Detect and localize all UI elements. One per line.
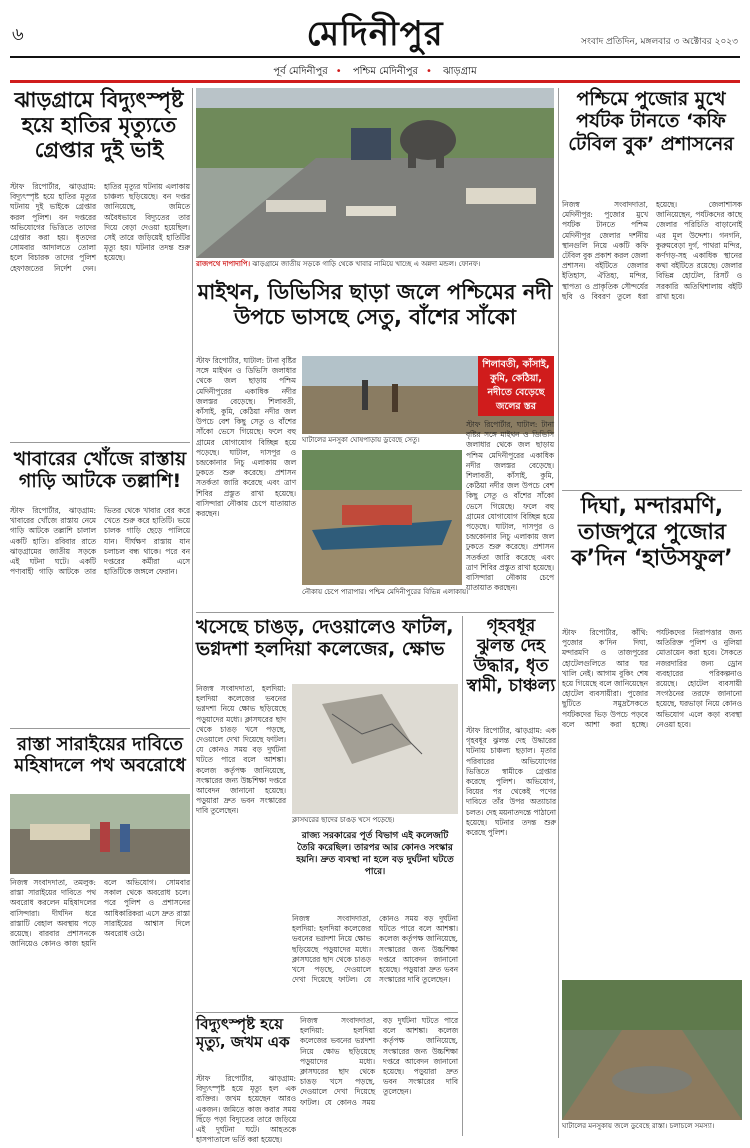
flood-rivers-box: শিলাবতী, কাঁসাই, কুমি, কেঠিয়া, নদীতে বেড়েছে জলের স্তর: [478, 356, 554, 416]
body-college-cont: নিজস্ব সংবাদদাতা, হলদিয়া: হলদিয়া কলেজের ভবনের ভগ্নদশা নিয়ে ক্ষোভ ছড়িয়েছে পড়ুয়াদের মধ্যে। ক্লাসঘরের ছাদ থেকে চাঙড় খসে পড়ছে, দেওয়ালে দেখা দিয়েছে ফাটল। যে কোনও সময় বড় দুর্ঘটনা ঘটতে পারে বলে আশঙ্কা। কলেজ কর্তৃপক্ষ জানিয়েছে, সংস্কারের জন্য উচ্চশিক্ষা দপ্তরে আবেদন জানানো হয়েছে। পড়ুয়ারা দ্রুত ভবন সংস্কারের দাবি তুলেছেন।: [292, 914, 458, 985]
headline-college: খসেছে চাঙড়, দেওয়ালেও ফাটল, ভগ্নদশা হলদিয়া কলেজের, ক্ষোভ: [196, 616, 454, 661]
body-truck: স্টাফ রিপোর্টার, ঝাড়গ্রাম: খাবারের খোঁজে রাস্তায় নেমে গাড়ি আটকে তল্লাশি চালাল একটি হাতি। রবিবার রাতে ঝাড়গ্রামের জাতীয় সড়কে এই ঘটনা ঘটে। একটি পণ্যবাহী গাড়ি আটকে তার ভিতর থেকে খাবার বের করে খেতে শুরু করে হাতিটি। ভয়ে চালক গাড়ি ছেড়ে পালিয়ে যান। দীর্ঘক্ষণ রাস্তায় যান চলাচল বন্ধ থাকে। পরে বন দপ্তরের কর্মীরা এসে হাতিটিকে জঙ্গলে ফেরান।: [10, 506, 190, 577]
divider: [558, 88, 559, 1138]
caption-flooded-road: ঘাটালের মনসুকায় জলে ডুবেছে রাস্তা। চলাচলে সমস্যা।: [562, 1122, 715, 1130]
pullquote-college: রাজ্য সরকারের পূর্ত বিভাগ এই কলেজটি তৈরি করেছিল। তারপর আর কোনও সংস্কার হয়নি। দ্রুত ব্যবস্থা না হলে বড় দুর্ঘটনা ঘটতে পারে।: [296, 831, 454, 877]
headline-electrocution: বিদ্যুৎস্পৃষ্ট হয়ে মৃত্যু, জখম এক: [196, 1015, 290, 1051]
section-paschim[interactable]: পশ্চিম মেদিনীপুর: [352, 66, 418, 77]
masthead-rule: [10, 56, 740, 58]
section-nav: পূর্ব মেদিনীপুর • পশ্চিম মেদিনীপুর • ঝাড়গ্রাম: [273, 66, 477, 77]
headline-housewife: গৃহবধূর ঝুলন্ত দেহ উদ্ধার, ধৃত স্বামী, চাঞ্চল্য: [466, 616, 556, 697]
caption-boat-crossing: নৌকায় চেপে পারাপার। পশ্চিম মেদিনীপুরের বিভিন্ন এলাকায়।: [302, 588, 469, 596]
headline-flood: মাইথন, ডিভিসির ছাড়া জলে পশ্চিমের নদী উপচে ভাসছে সেতু, বাঁশের সাঁকো: [197, 280, 553, 329]
body-flood: স্টাফ রিপোর্টার, ঘাটাল: টানা বৃষ্টির সঙ্গে মাইথন ও ডিভিসি জলাধার থেকে জল ছাড়ায় পশ্চিম মেদিনীপুরের একাধিক নদীর জলস্তর বেড়েছে। শিলাবতী, কাঁসাই, কুমি, কেঠিয়া নদীর জল উপচে বেশ কিছু সেতু ও বাঁশের সাঁকো ভেসে গিয়েছে। ফলে বহু গ্রামের যোগাযোগ বিচ্ছিন্ন হয়ে পড়েছে। ঘাটাল, দাসপুর ও চন্দ্রকোনার নিচু এলাকায় জল ঢুকতে শুরু করেছে। প্রশাসন সতর্কতা জারি করেছে এবং ত্রাণ শিবির প্রস্তুত রাখা হয়েছে। বাসিন্দারা নৌকায় চেপে যাতায়াত করছেন।: [196, 356, 296, 519]
body-tourism: নিজস্ব সংবাদদাতা, মেদিনীপুর: পুজোর মুখে পর্যটক টানতে পশ্চিম মেদিনীপুর জেলার দর্শনীয় স্থানগুলি নিয়ে একটি কফি টেবিল বুক প্রকাশ করল জেলা প্রশাসন। বইটিতে জেলার ইতিহাস, ঐতিহ্য, মন্দির, স্থাপত্য ও প্রাকৃতিক সৌন্দর্যের ছবি ও বিবরণ তুলে ধরা হয়েছে। জেলাশাসক জানিয়েছেন, পর্যটকদের কাছে জেলার পরিচিতি বাড়ানোই এর মূল উদ্দেশ্য। গনগনি, কুরুমবেড়া দুর্গ, পাথরা মন্দির, কর্ণগড়-সহ একাধিক স্থানের কথা বইটিতে রয়েছে। জেলার বিভিন্ন হোটেল, রিসর্ট ও সরকারি অতিথিশালায় বইটি রাখা হবে।: [562, 200, 742, 301]
body-housewife: স্টাফ রিপোর্টার, ঝাড়গ্রাম: এক গৃহবধূর ঝুলন্ত দেহ উদ্ধারের ঘটনায় চাঞ্চল্য ছড়াল। মৃতার পরিবারের অভিযোগের ভিত্তিতে স্বামীকে গ্রেপ্তার করেছে পুলিশ। অভিযোগ, বিয়ের পর থেকেই পণের দাবিতে তাঁর উপর অত্যাচার চলত। দেহ ময়নাতদন্তে পাঠানো হয়েছে। ঘটনার তদন্ত শুরু করেছে পুলিশ।: [466, 726, 556, 838]
photo-elephant-highway: [196, 88, 554, 258]
headline-digha: দিঘা, মন্দারমণি, তাজপুরে পুজোর ক’দিন ‘হাউসফুল’: [571, 494, 733, 571]
caption-college-ceiling: ক্লাসঘরের ছাদের চাঙড় খসে পড়েছে।: [292, 816, 395, 824]
body-digha: স্টাফ রিপোর্টার, কাঁথি: পুজোর ক’দিন দিঘা, মন্দারমণি ও তাজপুরের হোটেলগুলিতে আর ঘর খালি নেই। আগাম বুকিং শেষ হয়ে গিয়েছে বলে জানিয়েছেন হোটেল ব্যবসায়ীরা। পুজোর ছুটিতে সমুদ্রসৈকতে পর্যটকদের ভিড় উপচে পড়বে বলে আশা করা হচ্ছে। পর্যটকদের নিরাপত্তার জন্য অতিরিক্ত পুলিশ ও নুলিয়া মোতায়েন করা হবে। সৈকতে নজরদারির জন্য ড্রোন ব্যবহারের পরিকল্পনাও রয়েছে। হোটেল ব্যবসায়ী সংগঠনের তরফে জানানো হয়েছে, ঘরভাড়া নিয়ে কোনও অভিযোগ এলে কড়া ব্যবস্থা নেওয়া হবে।: [562, 628, 742, 729]
divider: [192, 88, 193, 1138]
headline-elephant: ঝাড়গ্রামে বিদ্যুৎস্পৃষ্ট হয়ে হাতির মৃত্যুতে গ্রেপ্তার দুই ভাই: [14, 88, 184, 162]
page-number: ৬: [12, 24, 24, 45]
headline-road: রাস্তা সারাইয়ের দাবিতে মহিষাদলে পথ অবরোধে: [14, 734, 186, 777]
photo-flooded-road: [562, 980, 742, 1120]
photo-college-ceiling: [292, 684, 458, 814]
caption-text: ঝাড়গ্রামে জাতীয় সড়কে গাড়ি থেকে খাবার নামিয়ে খাচ্ছে এ অন্নদা মন্ডল। ফোনফ।: [252, 260, 481, 268]
body-college-cont2: নিজস্ব সংবাদদাতা, হলদিয়া: হলদিয়া কলেজের ভবনের ভগ্নদশা নিয়ে ক্ষোভ ছড়িয়েছে পড়ুয়াদের মধ্যে। ক্লাসঘরের ছাদ থেকে চাঙড় খসে পড়ছে, দেওয়ালে দেখা দিয়েছে ফাটল। যে কোনও সময় বড় দুর্ঘটনা ঘটতে পারে বলে আশঙ্কা। কলেজ কর্তৃপক্ষ জানিয়েছে, সংস্কারের জন্য উচ্চশিক্ষা দপ্তরে আবেদন জানানো হয়েছে। পড়ুয়ারা দ্রুত ভবন সংস্কারের দাবি তুলেছেন।: [300, 1016, 458, 1107]
caption-tag: রাজপথে দাপাদাপি।: [196, 260, 251, 268]
divider: [562, 490, 742, 491]
headline-tourism: পশ্চিমে পুজোর মুখে পর্যটক টানতে ‘কফি টেবিল বুক’ প্রশাসনের: [568, 88, 734, 155]
body-electrocution: স্টাফ রিপোর্টার, ঝাড়গ্রাম: বিদ্যুৎস্পৃষ্ট হয়ে মৃত্যু হল এক ব্যক্তির। জখম হয়েছেন আরও একজন। জমিতে কাজ করার সময় ছিঁড়ে পড়া বিদ্যুতের তারে জড়িয়ে এই দুর্ঘটনা ঘটে। আহতকে হাসপাতালে ভর্তি করা হয়েছে।: [196, 1074, 296, 1145]
photo-boat-crossing: [302, 450, 462, 585]
caption-flooded-bridge: ঘাটালের মনসুকা ঘোষপাড়ায় ডুবেছে সেতু।: [302, 436, 420, 444]
headline-truck: খাবারের খোঁজে রাস্তায় গাড়ি আটকে তল্লাশি!: [13, 448, 187, 493]
section-purba[interactable]: পূর্ব মেদিনীপুর: [273, 66, 328, 77]
masthead-title: মেদিনীপুর: [306, 14, 444, 54]
dateline: সংবাদ প্রতিদিন, মঙ্গলবার ৩ অক্টোবর ২০২৩: [581, 37, 738, 47]
photo-road-blockade: [10, 794, 190, 874]
masthead-red-rule: [10, 80, 740, 83]
divider: [196, 1012, 458, 1013]
divider: [462, 616, 463, 1136]
body-college: নিজস্ব সংবাদদাতা, হলদিয়া: হলদিয়া কলেজের ভবনের ভগ্নদশা নিয়ে ক্ষোভ ছড়িয়েছে পড়ুয়াদের মধ্যে। ক্লাসঘরের ছাদ থেকে চাঙড় খসে পড়ছে, দেওয়ালে দেখা দিয়েছে ফাটল। যে কোনও সময় বড় দুর্ঘটনা ঘটতে পারে বলে আশঙ্কা। কলেজ কর্তৃপক্ষ জানিয়েছে, সংস্কারের জন্য উচ্চশিক্ষা দপ্তরে আবেদন জানানো হয়েছে। পড়ুয়ারা দ্রুত ভবন সংস্কারের দাবি তুলেছেন।: [196, 684, 286, 816]
body-elephant: স্টাফ রিপোর্টার, ঝাড়গ্রাম: বিদ্যুৎস্পৃষ্ট হয়ে হাতির মৃত্যুর ঘটনায় দুই ভাইকে গ্রেপ্তার করল পুলিশ। বন দপ্তরের অভিযোগের ভিত্তিতে তাদের গ্রেপ্তার করা হয়। ধৃতদের সোমবার আদালতে তোলা হলে বিচারক তাদের পুলিশ হেফাজতের নির্দেশ দেন। হাতির মৃত্যুর ঘটনায় এলাকায় চাঞ্চল্য ছড়িয়েছে। বন দপ্তর জানিয়েছে, জমিতে অবৈধভাবে বিদ্যুতের তার দিয়ে বেড়া দেওয়া হয়েছিল। সেই তারে জড়িয়েই হাতিটির মৃত্যু হয়। ঘটনার তদন্ত শুরু হয়েছে।: [10, 182, 190, 273]
caption-elephant-highway: [196, 260, 554, 272]
divider: [10, 728, 190, 729]
divider: [10, 442, 190, 443]
divider: [196, 612, 554, 613]
body-flood-cont: স্টাফ রিপোর্টার, ঘাটাল: টানা বৃষ্টির সঙ্গে মাইথন ও ডিভিসি জলাধার থেকে জল ছাড়ায় পশ্চিম মেদিনীপুরের একাধিক নদীর জলস্তর বেড়েছে। শিলাবতী, কাঁসাই, কুমি, কেঠিয়া নদীর জল উপচে বেশ কিছু সেতু ও বাঁশের সাঁকো ভেসে গিয়েছে। ফলে বহু গ্রামের যোগাযোগ বিচ্ছিন্ন হয়ে পড়েছে। ঘাটাল, দাসপুর ও চন্দ্রকোনার নিচু এলাকায় জল ঢুকতে শুরু করেছে। প্রশাসন সতর্কতা জারি করেছে এবং ত্রাণ শিবির প্রস্তুত রাখা হয়েছে। বাসিন্দারা নৌকায় চেপে যাতায়াত করছেন।: [466, 420, 554, 593]
section-jhargram[interactable]: ঝাড়গ্রাম: [443, 66, 477, 77]
body-road: নিজস্ব সংবাদদাতা, তমলুক: রাস্তা সারাইয়ের দাবিতে পথ অবরোধ করলেন মহিষাদলের বাসিন্দারা। দীর্ঘদিন ধরে রাস্তাটি বেহাল অবস্থায় পড়ে রয়েছে। বারবার প্রশাসনকে জানিয়েও কোনও কাজ হয়নি বলে অভিযোগ। সোমবার সকাল থেকে অবরোধ চলে। পরে পুলিশ ও প্রশাসনের আধিকারিকরা এসে দ্রুত রাস্তা সারাইয়ের আশ্বাস দিলে অবরোধ ওঠে।: [10, 878, 190, 949]
